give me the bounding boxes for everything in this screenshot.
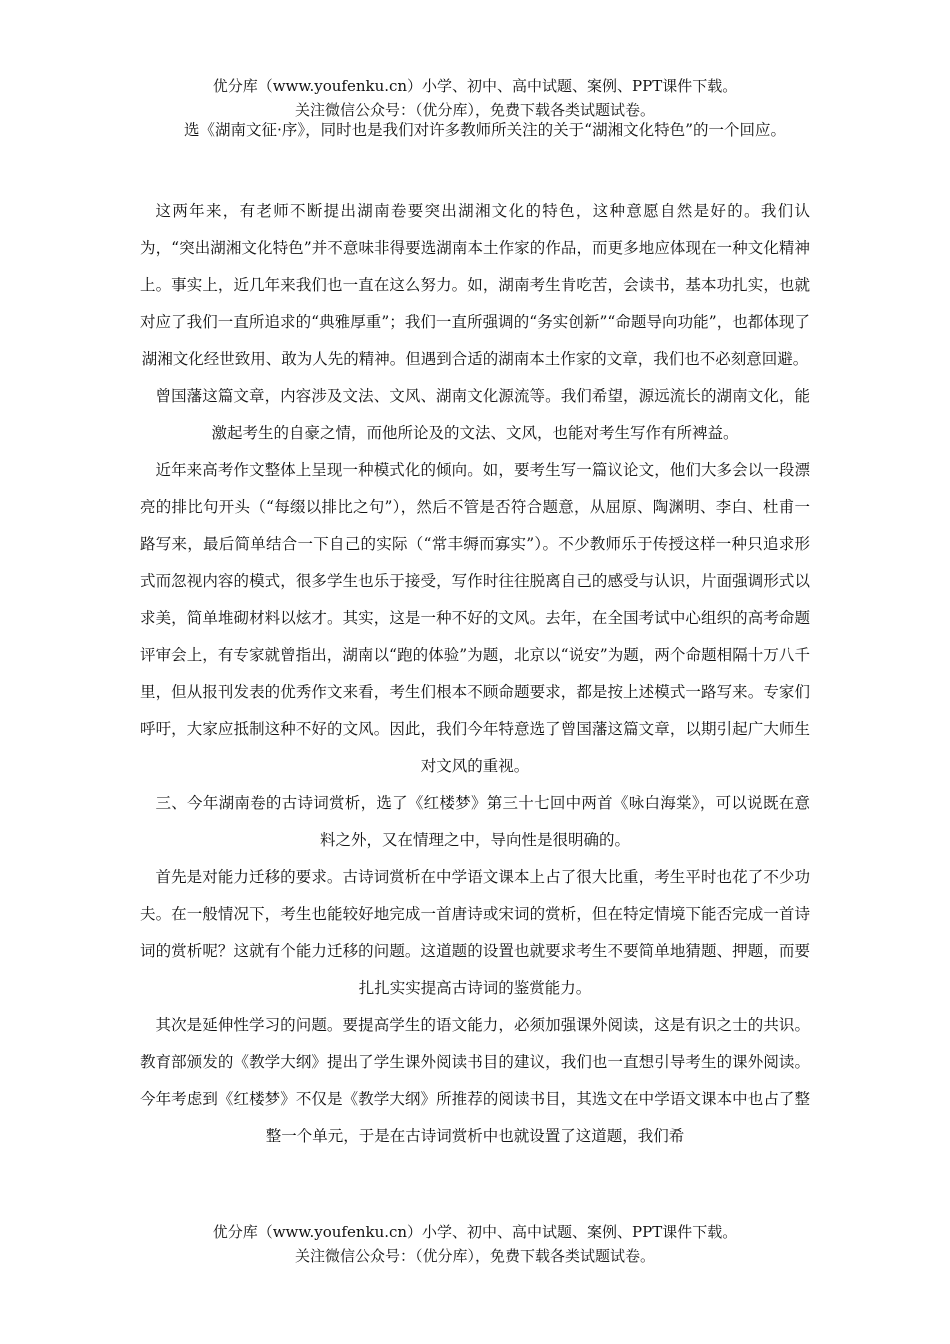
paragraph-6: 首先是对能力迁移的要求。古诗词赏析在中学语文课本上占了很大比重，考生平时也花了不少功夫。在一般情况下，考生也能较好地完成一首唐诗或宋词的赏析，但在特定情境下能否完成一首诗词的赏析呢？这就有个能力迁移的问题。这道题的设置也就要求考生不要简单地猜题、押题，而要扎扎实实提高古诗词的鉴赏能力。 — [140, 868, 810, 997]
header-line-1: 优分库（www.youfenku.cn）小学、初中、高中试题、案例、PPT课件下载。 — [212, 77, 738, 95]
footer-line-1: 优分库（www.youfenku.cn）小学、初中、高中试题、案例、PPT课件下载。 — [212, 1223, 738, 1241]
paragraph-4: 近年来高考作文整体上呈现一种模式化的倾向。如，要考生写一篇议论文，他们大多会以一段漂亮的排比句开头（“每缀以排比之句”），然后不管是否符合题意，从屈原、陶渊明、李白、杜甫一路写来，最后简单结合一下自己的实际（“常丰缛而寡实”）。不少教师乐于传授这样一种只追求形式而忽视内容的模式，很多学生也乐于接受，写作时往往脱离自己的感受与认识，片面强调形式以求美，简单堆砌材料以炫才。其实，这是一种不好的文风。去年，在全国考试中心组织的高考命题评审会上，有专家就曾指出，湖南以“跑的体验”为题，北京以“说安”为题，两个命题相隔十万八千里，但从报刊发表的优秀作文来看，考生们根本不顾命题要求，都是按上述模式一路写来。专家们呼吁，大家应抵制这种不好的文风。因此，我们今年特意选了曾国藩这篇文章，以期引起广大师生对文风的重视。 — [140, 461, 810, 775]
paragraph-2: 这两年来，有老师不断提出湖南卷要突出湖湘文化的特色，这种意愿自然是好的。我们认为，“突出湖湘文化特色”并不意味非得要选湖南本土作家的作品，而更多地应体现在一种文化精神上。事实上，近几年来我们也一直在这么努力。如，湖南考生肯吃苦，会读书，基本功扎实，也就对应了我们一直所追求的“典雅厚重”；我们一直所强调的“务实创新”“命题导向功能”，也都体现了湖湘文化经世致用、敢为人先的精神。但遇到合适的湖南本土作家的文章，我们也不必刻意回避。 — [140, 202, 810, 368]
paragraph-7: 其次是延伸性学习的问题。要提高学生的语文能力，必须加强课外阅读，这是有识之士的共识。教育部颁发的《教学大纲》提出了学生课外阅读书目的建议，我们也一直想引导考生的课外阅读。今年考虑到《红楼梦》不仅是《教学大纲》所推荐的阅读书目，其选文在中学语文课本中也占了整整一个单元，于是在古诗词赏析中也就设置了这道题，我们希 — [140, 1016, 810, 1145]
paragraph-3: 曾国藩这篇文章，内容涉及文法、文风、湖南文化源流等。我们希望，源远流长的湖南文化，能激起考生的自豪之情，而他所论及的文法、文风，也能对考生写作有所裨益。 — [155, 387, 810, 442]
paragraph-1: 选《湖南文征·序》，同时也是我们对许多教师所关注的关于“湖湘文化特色”的一个回应。 — [183, 121, 787, 139]
header-line-2: 关注微信公众号：（优分库），免费下载各类试题试卷。 — [294, 101, 655, 119]
article-body — [140, 120, 810, 1155]
paragraph-5: 三、今年湖南卷的古诗词赏析，选了《红楼梦》第三十七回中两首《咏白海棠》，可以说既在意料之外，又在情理之中，导向性是很明确的。 — [155, 794, 810, 849]
footer-line-2: 关注微信公众号：（优分库），免费下载各类试题试卷。 — [294, 1247, 655, 1265]
